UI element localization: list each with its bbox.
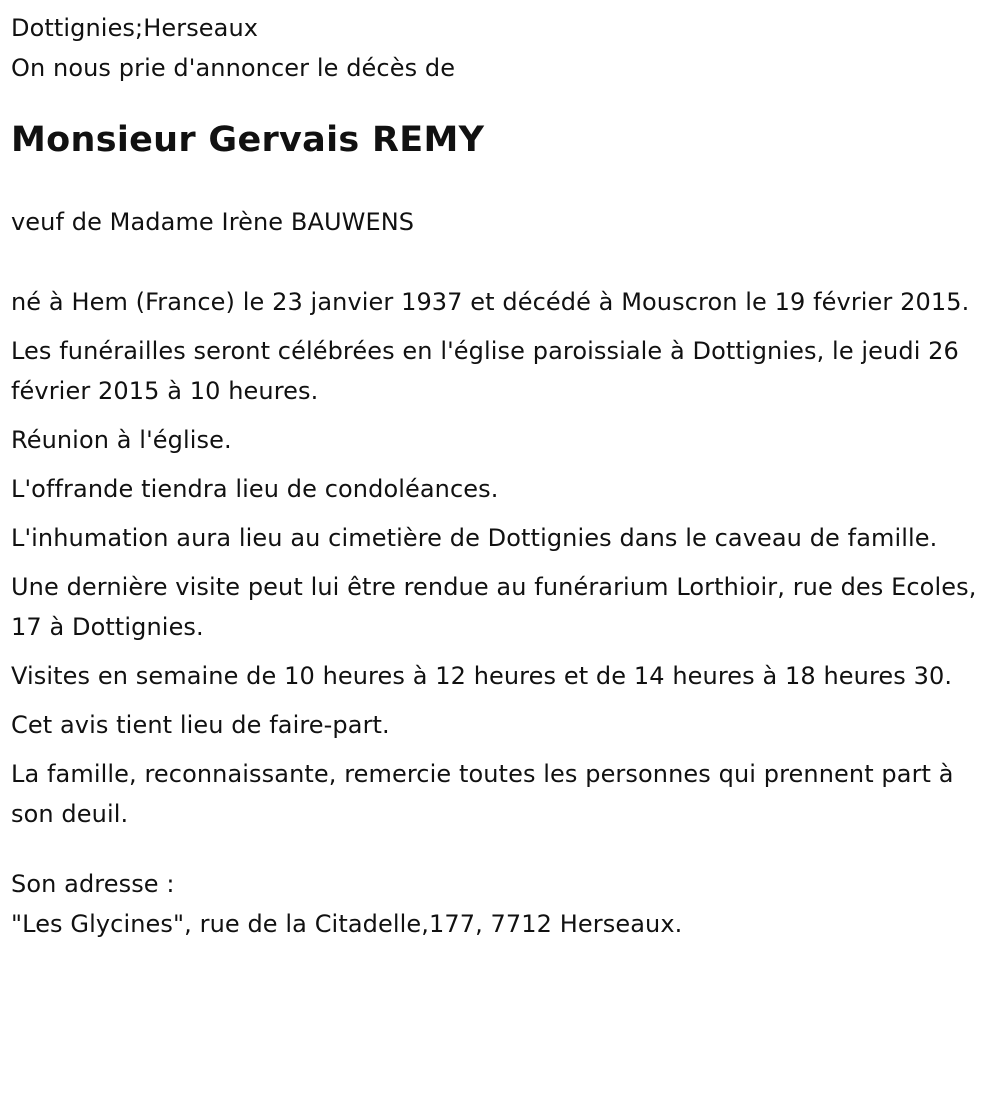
spouse-line: veuf de Madame Irène BAUWENS — [11, 208, 415, 236]
birth-death-paragraph: né à Hem (France) le 23 janvier 1937 et décédé à Mouscron le 19 février 2015. — [11, 288, 970, 316]
address-value: "Les Glycines", rue de la Citadelle,177, 7712 Herseaux. — [11, 910, 683, 938]
address-label: Son adresse : — [11, 870, 175, 898]
visit-paragraph: Une dernière visite peut lui être rendue au funérarium Lorthioir, rue des Ecoles, 17 à Dottignies. — [11, 573, 977, 641]
notice-body — [11, 282, 989, 834]
thanks-paragraph: La famille, reconnaissante, remercie toutes les personnes qui prennent part à son deuil. — [11, 760, 954, 828]
offering-paragraph: L'offrande tiendra lieu de condoléances. — [11, 475, 499, 503]
meeting-paragraph: Réunion à l'église. — [11, 426, 232, 454]
intro-line: On nous prie d'annoncer le décès de — [11, 54, 456, 82]
notice-paragraph: Cet avis tient lieu de faire-part. — [11, 711, 390, 739]
funeral-paragraph: Les funérailles seront célébrées en l'église paroissiale à Dottignies, le jeudi 26 février 2015 à 10 heures. — [11, 337, 959, 405]
deceased-name: Monsieur Gervais REMY — [11, 120, 485, 160]
visiting-hours-paragraph: Visites en semaine de 10 heures à 12 heures et de 14 heures à 18 heures 30. — [11, 662, 953, 690]
location-line: Dottignies;Herseaux — [11, 14, 259, 42]
burial-paragraph: L'inhumation aura lieu au cimetière de Dottignies dans le caveau de famille. — [11, 524, 938, 552]
